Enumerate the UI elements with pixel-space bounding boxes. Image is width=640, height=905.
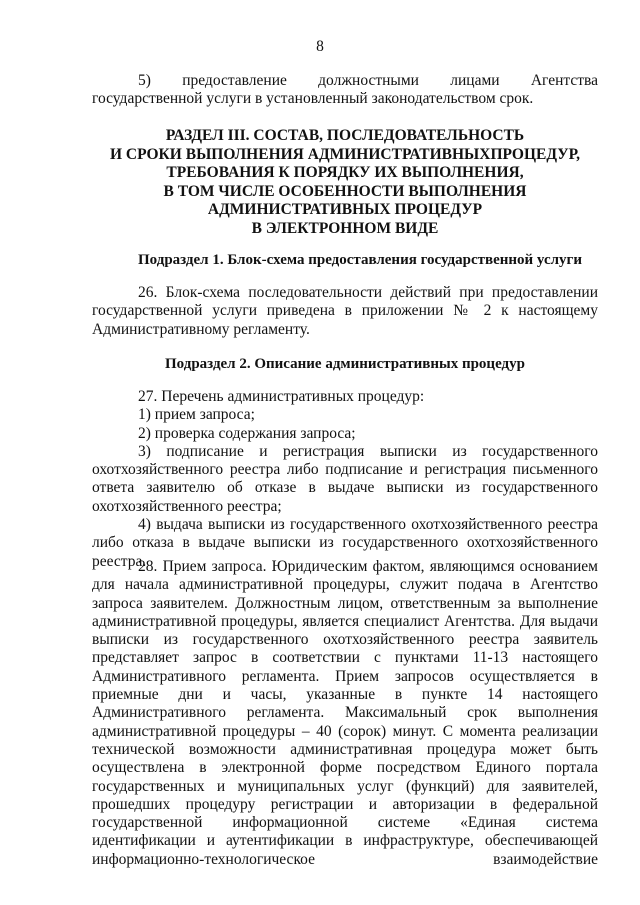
page-number: 8 [316,38,324,55]
subsection-1-title: Подраздел 1. Блок-схема предоставления государственной услуги [138,252,582,268]
list-item: 3) подписание и регистрация выписки из государственного охотхозяйственного реестра либо подписание и регистрация письменного ответа заявителю об отказе в выдаче выписки из государственного охотхозяйственного реестра; [92,442,598,515]
section-heading-line: РАЗДЕЛ III. СОСТАВ, ПОСЛЕДОВАТЕЛЬНОСТЬ [165,127,525,144]
section-heading [92,127,598,238]
section-heading-line: ТРЕБОВАНИЯ К ПОРЯДКУ ИХ ВЫПОЛНЕНИЯ, [166,164,524,181]
list-item: 1) прием запроса; [138,406,255,424]
section-heading-line: В ТОМ ЧИСЛЕ ОСОБЕННОСТИ ВЫПОЛНЕНИЯ [163,182,527,200]
paragraph-28-block [92,558,598,869]
list-item: 4) выдача выписки из государственного охотхозяйственного реестра либо отказа в выдаче выписки из государственного охотхозяйственного реестра. [92,516,598,570]
paragraph-28: 28. Прием запроса. Юридическим фактом, являющимся основанием для начала административной процедуры, служит подача в Агентство запроса заявителем. Должностным лицом, ответственным за выполнение административной процедуры, является специалист Агентства. Для выдачи выписки из государственного охотхозяйственного реестра заявитель представляет запрос в соответствии с пунктами 11-13 настоящего Административного регламента. Прием запросов осуществляется в приемные дни и часы, указанные в пункте 14 настоящего Административного регламента. Максимальный срок выполнения административной процедуры – 40 (сорок) минут. С момента реализации технической возможности административная процедура может быть осуществлена в электронной форме посредством Единого портала государственных и муниципальных услуг (функций) для заявителей, прошедших процедуру регистрации и авторизации в федеральной государственной информационной системе «Единая система идентификации и аутентификации в инфраструктуре, обеспечивающей информационно-технологическое взаимодействие [92,558,598,868]
intro-block [92,72,598,109]
section-heading-line: В ЭЛЕКТРОННОМ ВИДЕ [251,219,439,237]
section-heading-line: И СРОКИ ВЫПОЛНЕНИЯ АДМИНИСТРАТИВНЫХПРОЦЕДУР, [110,145,580,163]
procedures-list-block [92,388,598,571]
list-item: 2) проверка содержания запроса; [138,424,356,442]
paragraph-26: 26. Блок-схема последовательности действий при предоставлении государственной услуги приведена в приложении № 2 к настоящему Административному регламенту. [92,284,598,338]
intro-paragraph: 5) предоставление должностными лицами Агентства государственной услуги в установленный законодательством срок. [92,72,598,108]
paragraph-26-block [92,284,598,339]
section-heading-line: АДМИНИСТРАТИВНЫХ ПРОЦЕДУР [207,201,483,218]
paragraph-27-intro: 27. Перечень административных процедур: [138,388,425,405]
subsection-2-title: Подраздел 2. Описание административных процедур [165,356,525,372]
